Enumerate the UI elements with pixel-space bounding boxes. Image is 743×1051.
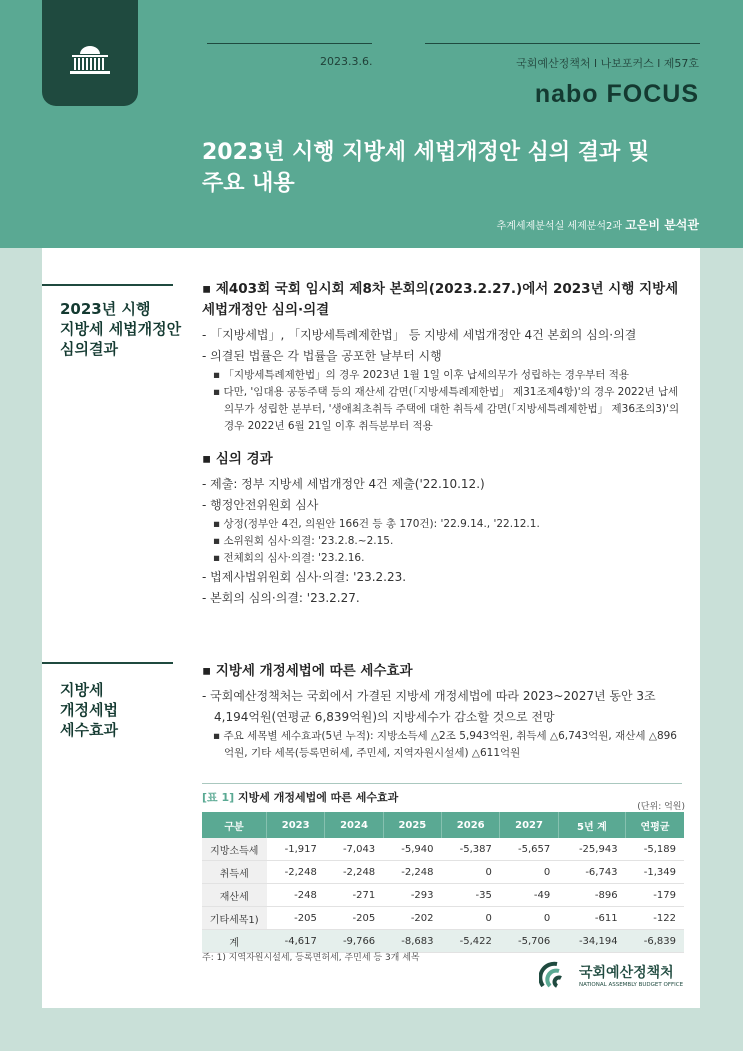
section-2-line-2: 개정세법	[60, 701, 118, 719]
table-cell: 0	[442, 907, 500, 930]
table-cell: -2,248	[325, 861, 383, 884]
table-unit: (단위: 억원)	[637, 802, 685, 812]
table-cell: -6,743	[558, 861, 625, 884]
table-cell: -5,189	[626, 838, 684, 861]
bullet-item: ▪ 상정(정부안 4건, 의원안 166건 등 총 170건): '22.9.14., '22.12.1.	[213, 518, 540, 530]
table-header-cell: 2024	[325, 812, 383, 838]
table-cell: -611	[558, 907, 625, 930]
footer-logo	[539, 960, 699, 992]
assembly-building-icon	[68, 42, 112, 78]
table-cell: -5,422	[442, 930, 500, 953]
table-cell: -6,839	[626, 930, 684, 953]
row-label: 기타세목1)	[202, 907, 267, 930]
table-cell: -179	[626, 884, 684, 907]
table-header-cell: 구분	[202, 812, 267, 838]
table-cell: -35	[442, 884, 500, 907]
section-title-1	[60, 299, 181, 359]
page-title	[202, 137, 702, 199]
section-1-line-2: 지방세 세법개정안	[60, 320, 182, 338]
table-top-rule	[202, 783, 682, 784]
table-cell: -4,617	[267, 930, 325, 953]
table-caption-text: 지방세 개정세법에 따른 세수효과	[238, 791, 399, 804]
table-row	[202, 907, 684, 930]
section-1-line-1: 2023년 시행	[60, 300, 151, 318]
table-cell: -2,248	[383, 861, 441, 884]
section-2-content	[202, 661, 687, 762]
bullet-item: ▪ 소위원회 심사·의결: '23.2.8.~2.15.	[213, 535, 394, 547]
table-cell: -5,940	[383, 838, 441, 861]
row-label: 계	[202, 930, 267, 953]
table-header-cell: 2023	[267, 812, 325, 838]
section-2-line-3: 세수효과	[60, 721, 118, 739]
author	[497, 216, 699, 233]
table-row	[202, 861, 684, 884]
row-label: 재산세	[202, 884, 267, 907]
table-cell: -122	[626, 907, 684, 930]
table-cell: -1,349	[626, 861, 684, 884]
table-cell: -248	[267, 884, 325, 907]
title-line-2: 주요 내용	[202, 171, 295, 196]
table-cell: -5,706	[500, 930, 558, 953]
publication-date: 2023.3.6.	[320, 55, 373, 68]
table-caption-tag: [표 1]	[202, 791, 235, 804]
org-name: 국회예산정책처	[579, 965, 674, 981]
table-cell: 0	[442, 861, 500, 884]
table-header-cell: 5년 계	[558, 812, 625, 838]
heading: ▪ 지방세 개정세법에 따른 세수효과	[202, 663, 413, 679]
table-cell: -34,194	[558, 930, 625, 953]
dash-item: - 행정안전위원회 심사	[202, 498, 319, 512]
section-2-line-1: 지방세	[60, 681, 104, 699]
row-label: 지방소득세	[202, 838, 267, 861]
table-caption	[202, 789, 398, 805]
header-rule-left	[207, 43, 372, 44]
header-band	[0, 0, 743, 248]
section-1-line-3: 심의결과	[60, 340, 118, 358]
dash-item: - 「지방세법」, 「지방세특례제한법」 등 지방세 세법개정안 4건 본회의 심의·의결	[202, 328, 637, 342]
title-line-1: 2023년 시행 지방세 세법개정안 심의 결과 및	[202, 140, 650, 165]
table-cell: -1,917	[267, 838, 325, 861]
heading: ▪ 제403회 국회 임시회 제8차 본회의(2023.2.27.)에서 2023년 시행 지방세 세법개정안 심의·의결	[202, 281, 679, 318]
dash-item: - 제출: 정부 지방세 세법개정안 4건 제출('22.10.12.)	[202, 477, 485, 491]
table-cell: 0	[500, 861, 558, 884]
org-name-en: NATIONAL ASSEMBLY BUDGET OFFICE	[579, 982, 684, 988]
dash-item: - 법제사법위원회 심사·의결: '23.2.23.	[202, 570, 407, 584]
table-cell: -2,248	[267, 861, 325, 884]
table-header-cell: 2027	[500, 812, 558, 838]
table-cell: -271	[325, 884, 383, 907]
header-rule-right	[425, 43, 700, 44]
author-dept: 추계세제분석실 세제분석2과	[496, 221, 623, 232]
revenue-effect-table	[202, 812, 684, 953]
table-cell: -293	[383, 884, 441, 907]
table-cell: -205	[267, 907, 325, 930]
section-1-content	[202, 279, 687, 609]
bullet-item: ▪ 전체회의 심사·의결: '23.2.16.	[213, 552, 365, 564]
dash-item: - 의결된 법률은 각 법률을 공포한 날부터 시행	[202, 349, 442, 363]
table-cell: -8,683	[383, 930, 441, 953]
table-cell: -5,387	[442, 838, 500, 861]
bullet-item: ▪ 주요 세목별 세수효과(5년 누적): 지방소득세 △2조 5,943억원, 취득세 △6,743억원, 재산세 △896억원, 기타 세목(등록면허세, 주민세, 지역자원시설세) △611억원	[213, 730, 677, 759]
table-cell: -7,043	[325, 838, 383, 861]
issue-info: 국회예산정책처 l 나보포커스 l 제57호	[516, 57, 699, 70]
row-label: 취득세	[202, 861, 267, 884]
section-rule-2	[42, 662, 173, 664]
author-name: 고은비 분석관	[625, 218, 699, 232]
table-note: 주: 1) 지역자원시설세, 등록면허세, 주민세 등 3개 세목	[202, 953, 420, 963]
brand-logo: nabo FOCUS	[534, 80, 699, 108]
logo-tab	[42, 0, 138, 106]
table-header-cell: 2026	[442, 812, 500, 838]
nabo-emblem-icon	[539, 960, 573, 992]
table-header-cell: 연평균	[626, 812, 684, 838]
table-row	[202, 884, 684, 907]
dash-item: - 본회의 심의·의결: '23.2.27.	[202, 591, 360, 605]
table-cell: -896	[558, 884, 625, 907]
table-cell: -205	[325, 907, 383, 930]
table-cell: -49	[500, 884, 558, 907]
table-cell: 0	[500, 907, 558, 930]
table-header-cell: 2025	[383, 812, 441, 838]
heading: ▪ 심의 경과	[202, 451, 273, 467]
table-cell: -202	[383, 907, 441, 930]
section-rule-1	[42, 284, 173, 286]
table-cell: -9,766	[325, 930, 383, 953]
table-cell: -5,657	[500, 838, 558, 861]
table-row	[202, 838, 684, 861]
dash-item: - 국회예산정책처는 국회에서 가결된 지방세 개정세법에 따라 2023~2027년 동안 3조 4,194억원(연평균 6,839억원)의 지방세수가 감소할 것으로 전망	[202, 689, 656, 724]
bullet-item: ▪ 「지방세특례제한법」의 경우 2023년 1월 1일 이후 납세의무가 성립하는 경우부터 적용	[213, 369, 630, 381]
table-cell: -25,943	[558, 838, 625, 861]
bullet-item: ▪ 다만, '임대용 공동주택 등의 재산세 감면(「지방세특례제한법」 제31조제4항)'의 경우 2022년 납세의무가 성립한 분부터, '생애최초취득 주택에 대한 취득세 감면(「지방세특례제한법」 제36조의3)'의 경우 2022년 6월 21일 이후 취득분부터 적용	[213, 386, 680, 432]
section-title-2	[60, 680, 118, 740]
table-header-row	[202, 812, 684, 838]
